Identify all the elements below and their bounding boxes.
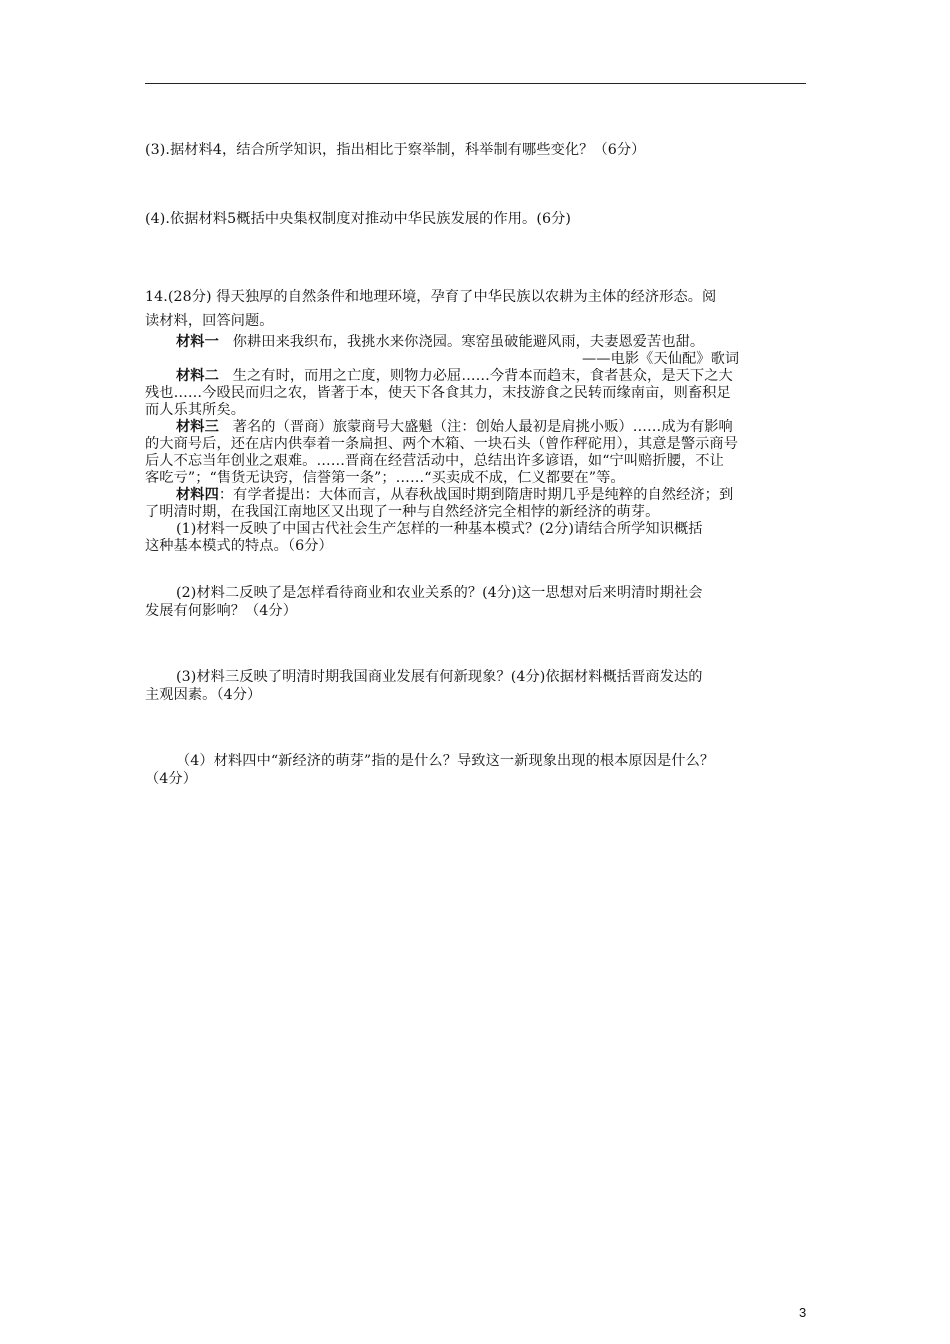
material-2-line3: 而人乐其所矣。 bbox=[145, 402, 246, 418]
sub-question-2-line2: 发展有何影响？（4分） bbox=[145, 603, 298, 619]
material-4-label: 材料四 bbox=[176, 487, 219, 503]
question-14-intro-line1: 14.(28分) 得天独厚的自然条件和地理环境，孕育了中华民族以农耕为主体的经济形态。阅 bbox=[145, 289, 717, 305]
page-number: 3 bbox=[799, 1305, 807, 1320]
material-2-line2: 残也……今殴民而归之农，皆著于本，使天下各食其力，末技游食之民转而缘南亩，则畜积足 bbox=[145, 385, 731, 401]
sub-question-3-line2: 主观因素。（4分） bbox=[145, 687, 262, 703]
sub-question-1-line2: 这种基本模式的特点。（6分） bbox=[145, 538, 333, 554]
material-3-line3: 后人不忘当年创业之艰难。……晋商在经营活动中，总结出许多谚语，如“宁叫赔折腰，不让 bbox=[145, 453, 724, 469]
sub-question-4-line2: （4分） bbox=[145, 771, 197, 787]
material-4-line1: 材料四：有学者提出：大体而言，从春秋战国时期到隋唐时期几乎是纯粹的自然经济；到 bbox=[176, 487, 734, 503]
question-3: (3).据材料4，结合所学知识，指出相比于察举制，科举制有哪些变化？（6分） bbox=[145, 142, 646, 158]
sub-question-3-line1: (3)材料三反映了明清时期我国商业发展有何新现象？(4分)依据材料概括晋商发达的 bbox=[176, 669, 703, 685]
header-rule bbox=[145, 83, 806, 84]
sub-question-4-line1: （4）材料四中“新经济的萌芽”指的是什么？导致这一新现象出现的根本原因是什么？ bbox=[176, 753, 715, 769]
material-1-source: ——电影《天仙配》歌词 bbox=[582, 351, 740, 367]
sub-question-2-line1: (2)材料二反映了是怎样看待商业和农业关系的？(4分)这一思想对后来明清时期社会 bbox=[176, 585, 703, 601]
material-3-line2: 的大商号后，还在店内供奉着一条扁担、两个木箱、一块石头（曾作秤砣用），其意是警示商号 bbox=[145, 436, 738, 452]
sub-question-1-line1: (1)材料一反映了中国古代社会生产怎样的一种基本模式？(2分)请结合所学知识概括 bbox=[176, 521, 703, 537]
material-1 bbox=[176, 333, 704, 351]
material-3-label: 材料三 bbox=[176, 419, 219, 435]
material-3-line4: 客吃亏”；“售货无诀窍，信誉第一条”；……“买卖成不成，仁义都要在”等。 bbox=[145, 470, 625, 486]
material-2-line1: 材料二 生之有时，而用之亡度，则物力必屈……今背本而趋末，食者甚众，是天下之大 bbox=[176, 368, 733, 384]
question-4: (4).依据材料5概括中央集权制度对推动中华民族发展的作用。(6分) bbox=[145, 211, 572, 227]
question-14-intro-line2: 读材料，回答问题。 bbox=[145, 313, 274, 329]
material-1-label: 材料一 bbox=[176, 334, 219, 350]
material-4-line2: 了明清时期，在我国江南地区又出现了一种与自然经济完全相悖的新经济的萌芽。 bbox=[145, 504, 660, 520]
material-3-line1: 材料三 著名的（晋商）旅蒙商号大盛魁（注：创始人最初是肩挑小贩）……成为有影响 bbox=[176, 419, 733, 435]
material-1-text: 你耕田来我织布，我挑水来你浇园。寒窑虽破能避风雨，夫妻恩爱苦也甜。 bbox=[232, 334, 705, 350]
material-2-label: 材料二 bbox=[176, 368, 219, 384]
